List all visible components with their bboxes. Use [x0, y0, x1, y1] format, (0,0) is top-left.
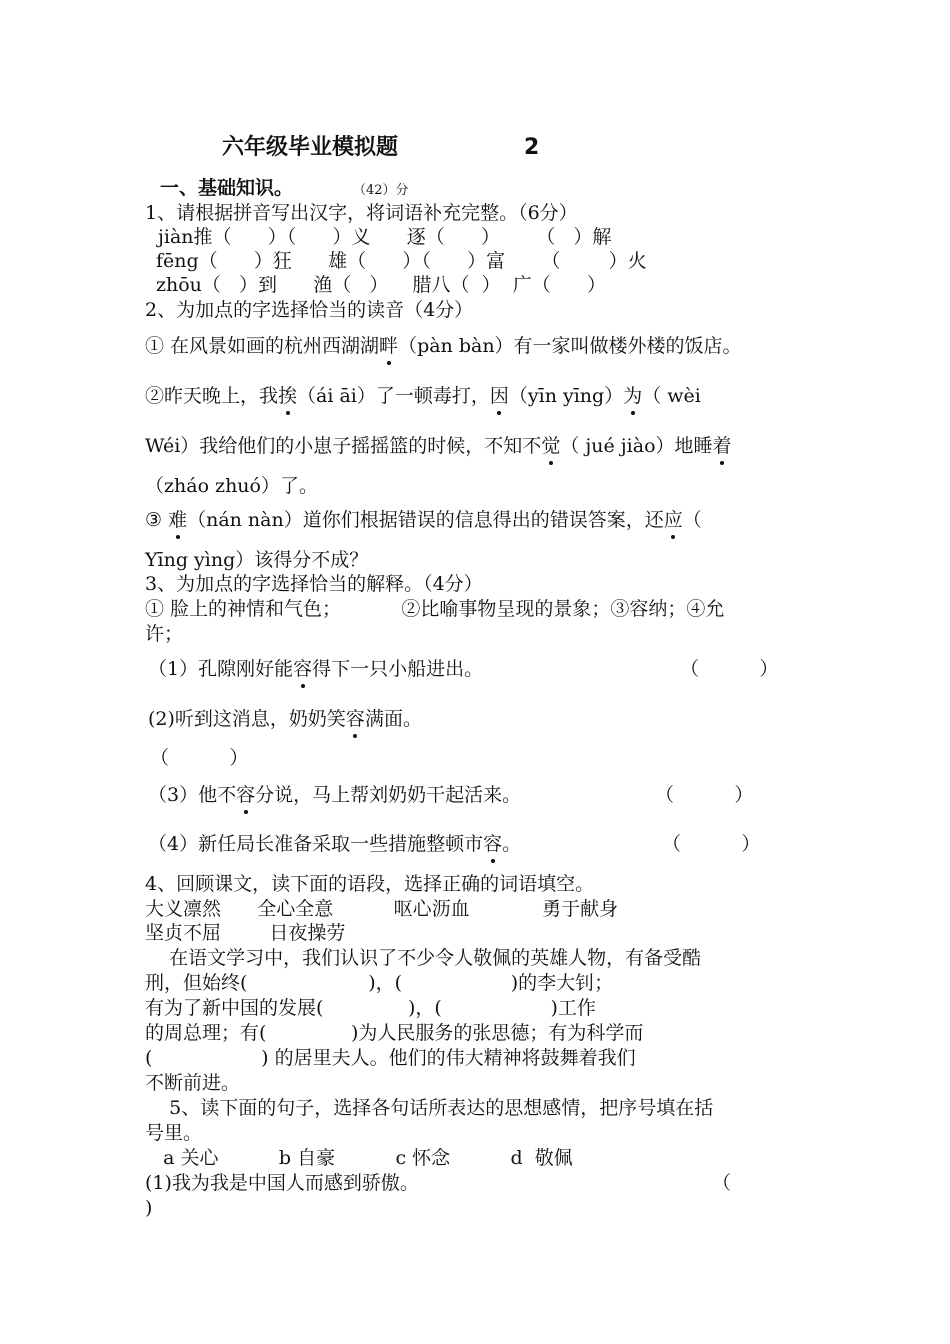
q3-item2-answer[interactable]: （ ）	[150, 747, 249, 769]
q5-item1-answer[interactable]: （	[712, 1172, 732, 1194]
q2-sentence2: ②昨天晚上，我挨（ái āi）了一顿毒打，因（yīn yīng）为（ wèi	[145, 385, 701, 407]
q1-row2: fēng（ ）狂 雄（ ）（ ）富 （ ）火	[156, 250, 647, 272]
q1-row3: zhōu（ ）到 渔（ ） 腊八（ ） 广（ ）	[156, 274, 606, 296]
q2-sentence6: Yīng yìng）该得分不成？	[145, 549, 369, 571]
q4-word-bank-line1: 大义凛然 全心全意 呕心沥血 勇于献身	[145, 898, 619, 920]
q3-item2: (2)听到这消息，奶奶笑容满面。	[148, 708, 422, 730]
q4-passage-line2: 刑，但始终( )，( )的李大钊；	[145, 972, 614, 994]
q2-sentence5: ③ 难（nán nàn）道你们根据错误的信息得出的错误答案，还应（	[145, 509, 702, 531]
q5-prompt-line1: 5、读下面的句子，选择各句话所表达的思想感情，把序号填在括	[145, 1097, 714, 1119]
q3-item3: （3）他不容分说，马上帮刘奶奶干起活来。	[148, 784, 522, 806]
q3-options-line1: ① 脸上的神情和气色； ②比喻事物呈现的景象；③容纳；④允	[145, 598, 725, 620]
section-heading: 一、基础知识。 （42）分	[160, 177, 409, 199]
q3-item3-answer[interactable]: （ ）	[655, 784, 754, 806]
q4-passage-line5: ( ) 的居里夫人。他们的伟大精神将鼓舞着我们	[145, 1047, 636, 1069]
q3-item4-answer[interactable]: （ ）	[662, 833, 761, 855]
q3-item1: （1）孔隙刚好能容得下一只小船进出。	[148, 658, 484, 680]
page-title: 六年级毕业模拟题 2	[222, 135, 540, 160]
q2-sentence3: Wéi）我给他们的小崽子摇摇篮的时候，不知不觉（ jué jiào）地睡着	[145, 435, 732, 457]
q3-item1-answer[interactable]: （ ）	[680, 658, 779, 680]
q5-item1: (1)我为我是中国人而感到骄傲。	[145, 1172, 419, 1194]
q2-prompt: 2、为加点的字选择恰当的读音（4分）	[145, 299, 474, 321]
q3-item4: （4）新任局长准备采取一些措施整顿市容。	[148, 833, 522, 855]
q4-word-bank-line2: 坚贞不屈 日夜操劳	[145, 922, 346, 944]
q4-passage-line6: 不断前进。	[145, 1072, 241, 1094]
q5-prompt-line2: 号里。	[145, 1122, 203, 1144]
q4-prompt: 4、回顾课文，读下面的语段，选择正确的词语填空。	[145, 873, 595, 895]
q3-options-line2: 许；	[145, 623, 184, 645]
q1-row1: jiàn推（ ）（ ）义 逐（ ） （ ）解	[158, 226, 612, 248]
q2-sentence4: （zháo zhuó）了。	[145, 475, 318, 497]
q4-passage-line3: 有为了新中国的发展( )，( )工作	[145, 997, 596, 1019]
q1-prompt: 1、请根据拼音写出汉字，将词语补充完整。（6分）	[145, 202, 578, 224]
q4-passage-line4: 的周总理；有( )为人民服务的张思德；有为科学而	[145, 1022, 644, 1044]
q2-sentence1: ① 在风景如画的杭州西湖湖畔（pàn bàn）有一家叫做楼外楼的饭店。	[145, 335, 742, 357]
q4-passage-line1: 在语文学习中，我们认识了不少令人敬佩的英雄人物，有备受酷	[145, 947, 702, 969]
q3-prompt: 3、为加点的字选择恰当的解释。（4分）	[145, 573, 483, 595]
q5-options: a 关心 b 自豪 c 怀念 d 敬佩	[145, 1147, 573, 1169]
q5-item1-answer-close: )	[145, 1197, 153, 1219]
